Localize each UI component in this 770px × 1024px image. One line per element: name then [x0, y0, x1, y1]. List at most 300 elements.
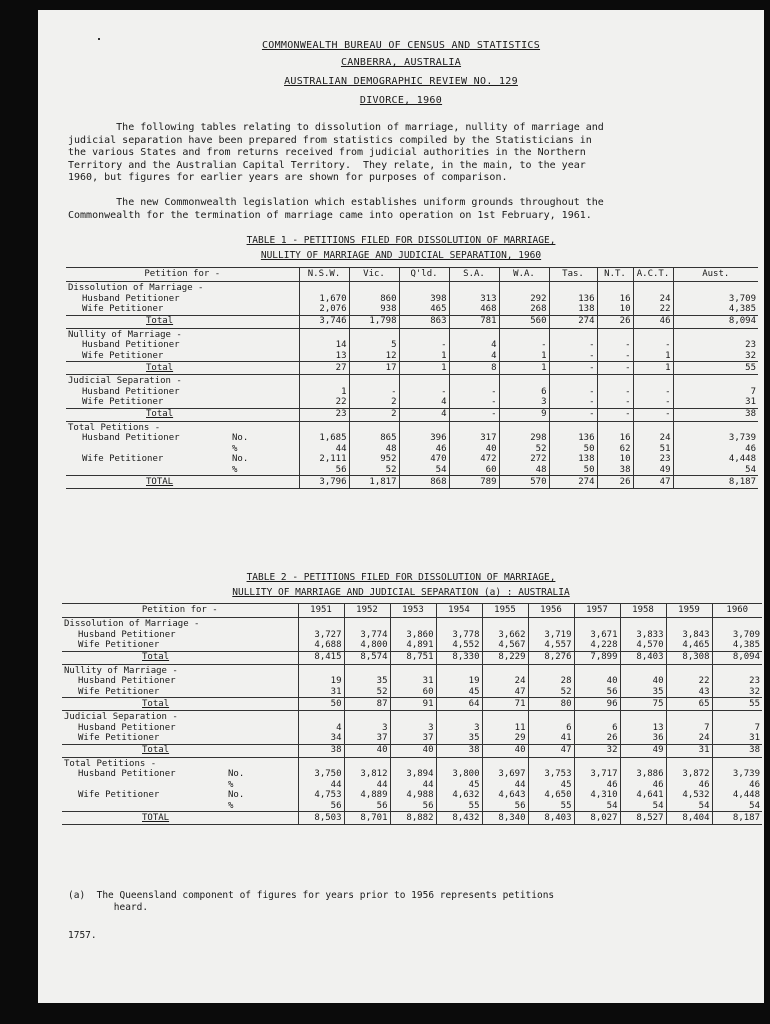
table-row: [66, 375, 758, 387]
table-cell: -: [549, 351, 597, 362]
table-cell: 8,229: [482, 651, 528, 664]
intro-paragraph-1: The following tables relating to dissolution of marriage, nullity of marriage and judicial separation have been prepared from statistics compiled by the Statisticians in the various States and from returns received from judicial authorities in the Northern Territory and the Australian Capital Territory. They relate, in the main, to the year 1960, but figures for earlier years are shown for purposes of comparison.: [68, 122, 604, 183]
table-cell: 55: [712, 698, 762, 711]
table-cell: 96: [574, 698, 620, 711]
row-label: [66, 282, 299, 294]
table-cell: 46: [712, 780, 762, 791]
table-cell: -: [549, 362, 597, 375]
table-cell: 3,739: [673, 433, 758, 444]
table-cell: 4,889: [344, 790, 390, 801]
table-cell: [482, 664, 528, 676]
row-label: [66, 375, 299, 387]
table-cell: [399, 328, 449, 340]
table-cell: [436, 664, 482, 676]
table-cell: 28: [528, 676, 574, 687]
table-cell: 4,800: [344, 640, 390, 651]
table-cell: [390, 711, 436, 723]
table-cell: 3,719: [528, 630, 574, 641]
row-label-text: Husband Petitioner: [78, 629, 176, 640]
table-cell: 47: [482, 687, 528, 698]
column-header: 1956: [528, 604, 574, 618]
table-cell: 8,503: [298, 812, 344, 825]
row-label: [66, 315, 299, 328]
table-cell: [499, 375, 549, 387]
table-cell: 52: [499, 444, 549, 455]
table-row: [62, 769, 762, 780]
table-cell: [549, 421, 597, 433]
table-cell: [344, 618, 390, 630]
table-cell: -: [597, 362, 633, 375]
table-cell: 16: [597, 294, 633, 305]
table-cell: [673, 375, 758, 387]
table-cell: 38: [673, 408, 758, 421]
table-cell: 52: [528, 687, 574, 698]
table-cell: 22: [666, 676, 712, 687]
table-cell: [528, 664, 574, 676]
table-cell: [349, 282, 399, 294]
table-row: [66, 444, 758, 455]
table-cell: 8,094: [712, 651, 762, 664]
table-cell: 1: [299, 387, 349, 398]
table-row: [62, 744, 762, 757]
table-cell: [299, 328, 349, 340]
table-cell: 272: [499, 454, 549, 465]
table-cell: 23: [673, 340, 758, 351]
table-cell: 8,404: [666, 812, 712, 825]
table1-caption-1: TABLE 1 - PETITIONS FILED FOR DISSOLUTION OF MARRIAGE,: [246, 235, 556, 246]
table-cell: [399, 282, 449, 294]
table-cell: 4,650: [528, 790, 574, 801]
row-label: [62, 723, 298, 734]
table-cell: 24: [633, 433, 673, 444]
column-header: Tas.: [549, 268, 597, 282]
row-label-text: Total: [142, 745, 170, 756]
row-label-text: Dissolution of Marriage -: [64, 619, 200, 629]
table-cell: 3,753: [528, 769, 574, 780]
table-cell: 8,027: [574, 812, 620, 825]
table-cell: 6: [528, 723, 574, 734]
table-cell: 75: [620, 698, 666, 711]
row-label: [66, 387, 299, 398]
table-cell: [528, 618, 574, 630]
row-label: [66, 304, 299, 315]
table-cell: 4: [399, 397, 449, 408]
table-cell: 56: [344, 801, 390, 812]
table-cell: [666, 664, 712, 676]
row-label: [66, 476, 299, 489]
table-row: [62, 651, 762, 664]
table-cell: 60: [390, 687, 436, 698]
table-cell: [673, 282, 758, 294]
table-cell: 4: [449, 351, 499, 362]
table-cell: 3,746: [299, 315, 349, 328]
table-cell: [574, 664, 620, 676]
table-row: [62, 618, 762, 630]
table2-caption-1: TABLE 2 - PETITIONS FILED FOR DISSOLUTION OF MARRIAGE,: [246, 572, 556, 583]
table-cell: 3: [344, 723, 390, 734]
table-cell: 3: [499, 397, 549, 408]
table-cell: [390, 618, 436, 630]
table-cell: 52: [349, 465, 399, 476]
table-cell: 7,899: [574, 651, 620, 664]
table-cell: [298, 618, 344, 630]
table-cell: 40: [449, 444, 499, 455]
row-label-text: Wife Petitioner: [82, 304, 164, 314]
row-label-text: Husband Petitioner: [82, 433, 180, 443]
table-cell: [298, 757, 344, 769]
row-label-text: Husband Petitioner: [82, 386, 180, 397]
row-label: [62, 664, 298, 676]
table-cell: 3,860: [390, 630, 436, 641]
row-unit-marker: No.: [228, 790, 245, 800]
row-label: [62, 640, 298, 651]
row-label: [62, 711, 298, 723]
table-cell: 35: [620, 687, 666, 698]
table-cell: [349, 328, 399, 340]
table-cell: [549, 375, 597, 387]
table-cell: 8,276: [528, 651, 574, 664]
row-label: [62, 790, 298, 801]
column-header: N.T.: [597, 268, 633, 282]
table-cell: 136: [549, 294, 597, 305]
table-cell: -: [449, 408, 499, 421]
table-cell: [436, 711, 482, 723]
table-cell: 31: [712, 733, 762, 744]
column-header: 1957: [574, 604, 620, 618]
table-cell: 4,385: [673, 304, 758, 315]
table-row: [62, 676, 762, 687]
table-cell: [499, 282, 549, 294]
row-label: [66, 433, 299, 444]
table-cell: 44: [344, 780, 390, 791]
table-cell: [344, 711, 390, 723]
table-cell: 781: [449, 315, 499, 328]
table-cell: 45: [528, 780, 574, 791]
table-cell: 3,750: [298, 769, 344, 780]
table-cell: 23: [299, 408, 349, 421]
table-cell: 3,697: [482, 769, 528, 780]
table-cell: [298, 711, 344, 723]
table-row: [66, 397, 758, 408]
table-cell: 952: [349, 454, 399, 465]
table-cell: [712, 757, 762, 769]
row-label-text: Judicial Separation -: [68, 376, 182, 386]
table-cell: 38: [298, 744, 344, 757]
table-cell: 4,228: [574, 640, 620, 651]
row-label: [62, 630, 298, 641]
table-cell: 13: [299, 351, 349, 362]
table-cell: [390, 664, 436, 676]
table-cell: [620, 618, 666, 630]
table-cell: 41: [528, 733, 574, 744]
table-cell: 24: [666, 733, 712, 744]
table-cell: [597, 282, 633, 294]
table-cell: 44: [298, 780, 344, 791]
header-bureau: COMMONWEALTH BUREAU OF CENSUS AND STATISTICS: [261, 40, 541, 51]
row-label-text: Wife Petitioner: [78, 686, 160, 697]
table-cell: [597, 328, 633, 340]
table-cell: -: [597, 351, 633, 362]
table-cell: 2: [349, 408, 399, 421]
table-cell: 3,872: [666, 769, 712, 780]
table-cell: -: [549, 408, 597, 421]
table-cell: [299, 282, 349, 294]
row-unit-marker: No.: [232, 454, 249, 464]
table-cell: 24: [633, 294, 673, 305]
table-cell: -: [633, 340, 673, 351]
table-cell: 292: [499, 294, 549, 305]
table-cell: [499, 421, 549, 433]
table-cell: 47: [633, 476, 673, 489]
table-cell: -: [597, 340, 633, 351]
table-cell: [528, 757, 574, 769]
row-label-text: Husband Petitioner: [82, 293, 180, 304]
table-cell: 8,094: [673, 315, 758, 328]
table-cell: 44: [482, 780, 528, 791]
table-cell: [482, 711, 528, 723]
table-row: [62, 640, 762, 651]
table-cell: -: [549, 397, 597, 408]
table-cell: [574, 711, 620, 723]
table-cell: 46: [666, 780, 712, 791]
table-cell: 60: [449, 465, 499, 476]
table-cell: 40: [482, 744, 528, 757]
row-unit-marker: %: [232, 443, 238, 454]
table-cell: 472: [449, 454, 499, 465]
table-cell: -: [633, 387, 673, 398]
table-cell: 3,843: [666, 630, 712, 641]
table-cell: 44: [390, 780, 436, 791]
header-title: DIVORCE, 1960: [359, 95, 443, 106]
row-label-text: Total: [142, 698, 170, 709]
table-row: [62, 757, 762, 769]
table-cell: 1: [633, 362, 673, 375]
table-row: [66, 408, 758, 421]
table-cell: 55: [673, 362, 758, 375]
table-cell: 8,527: [620, 812, 666, 825]
table-cell: 46: [633, 315, 673, 328]
table-row: [62, 801, 762, 812]
table-cell: 313: [449, 294, 499, 305]
table-cell: 23: [633, 454, 673, 465]
table-cell: 49: [620, 744, 666, 757]
table-cell: -: [597, 397, 633, 408]
row-label: [66, 465, 299, 476]
column-header: Q'ld.: [399, 268, 449, 282]
row-label-text: Husband Petitioner: [78, 722, 176, 733]
table-cell: 54: [673, 465, 758, 476]
table-cell: 1: [633, 351, 673, 362]
table-cell: [344, 757, 390, 769]
table-cell: 138: [549, 304, 597, 315]
row-label-text: TOTAL: [146, 476, 174, 487]
column-header: A.C.T.: [633, 268, 673, 282]
row-label-text: Total Petitions -: [68, 422, 161, 433]
row-label-text: Total: [142, 652, 170, 663]
table-cell: 8: [449, 362, 499, 375]
table-cell: 56: [574, 687, 620, 698]
table-cell: [349, 375, 399, 387]
header-location: CANBERRA, AUSTRALIA: [340, 57, 462, 68]
column-header: 1952: [344, 604, 390, 618]
row-label-text: Total: [146, 362, 174, 373]
table-cell: 7: [712, 723, 762, 734]
table-cell: 3,717: [574, 769, 620, 780]
table-cell: 8,415: [298, 651, 344, 664]
table-cell: 5: [349, 340, 399, 351]
table-cell: 29: [482, 733, 528, 744]
table-cell: [390, 757, 436, 769]
table-cell: 46: [574, 780, 620, 791]
table-cell: 56: [482, 801, 528, 812]
row-label-text: Wife Petitioner: [82, 350, 164, 361]
table-cell: 43: [666, 687, 712, 698]
column-header: 1959: [666, 604, 712, 618]
table-cell: 3,796: [299, 476, 349, 489]
row-label-text: Nullity of Marriage -: [64, 665, 178, 676]
table-cell: [299, 421, 349, 433]
table-cell: 24: [482, 676, 528, 687]
table-cell: 38: [597, 465, 633, 476]
table-cell: [633, 282, 673, 294]
table-cell: 40: [390, 744, 436, 757]
row-label-text: Judicial Separation -: [64, 712, 178, 722]
row-label: [66, 408, 299, 421]
table-cell: 4,532: [666, 790, 712, 801]
table-cell: 37: [390, 733, 436, 744]
table-cell: 136: [549, 433, 597, 444]
row-label: [62, 780, 298, 791]
row-label-text: Total: [146, 316, 174, 327]
table-cell: 1: [499, 351, 549, 362]
table-cell: 4,552: [436, 640, 482, 651]
column-header: Vic.: [349, 268, 399, 282]
table-cell: 8,187: [673, 476, 758, 489]
column-header-label: Petition for -: [62, 604, 298, 618]
table-cell: 32: [574, 744, 620, 757]
table-cell: 4,641: [620, 790, 666, 801]
table-cell: [449, 421, 499, 433]
row-label: [62, 769, 298, 780]
table-cell: 4,465: [666, 640, 712, 651]
table-cell: 17: [349, 362, 399, 375]
table-cell: 8,403: [620, 651, 666, 664]
table-cell: 8,308: [666, 651, 712, 664]
table-cell: 22: [633, 304, 673, 315]
table-cell: 470: [399, 454, 449, 465]
row-label-text: Wife Petitioner: [78, 640, 160, 650]
table-row: [62, 711, 762, 723]
table-cell: 4,567: [482, 640, 528, 651]
table-cell: -: [349, 387, 399, 398]
table-cell: 3,778: [436, 630, 482, 641]
row-label-text: Wife Petitioner: [78, 733, 160, 743]
table-cell: 37: [344, 733, 390, 744]
table-cell: 138: [549, 454, 597, 465]
column-header: W.A.: [499, 268, 549, 282]
table-cell: 938: [349, 304, 399, 315]
table-cell: [499, 328, 549, 340]
table-cell: 38: [436, 744, 482, 757]
table-cell: 4,643: [482, 790, 528, 801]
table-cell: 62: [597, 444, 633, 455]
table-cell: 4,385: [712, 640, 762, 651]
table-cell: 2,076: [299, 304, 349, 315]
table-cell: [436, 618, 482, 630]
table-cell: 4,891: [390, 640, 436, 651]
table-cell: 4,632: [436, 790, 482, 801]
table1-caption-2: NULLITY OF MARRIAGE AND JUDICIAL SEPARATION, 1960: [260, 250, 542, 261]
table-cell: 34: [298, 733, 344, 744]
table-cell: 40: [620, 676, 666, 687]
table-row: [66, 433, 758, 444]
table-cell: -: [549, 340, 597, 351]
table-row: [66, 340, 758, 351]
table-cell: 863: [399, 315, 449, 328]
table-cell: 44: [299, 444, 349, 455]
table-cell: 48: [499, 465, 549, 476]
table-cell: -: [449, 397, 499, 408]
table2-caption-2: NULLITY OF MARRIAGE AND JUDICIAL SEPARATION (a) : AUSTRALIA: [232, 587, 570, 598]
table-cell: 8,882: [390, 812, 436, 825]
table-row: [66, 282, 758, 294]
row-label: [62, 733, 298, 744]
table-cell: 54: [620, 801, 666, 812]
table-cell: 4,448: [673, 454, 758, 465]
row-label: [62, 744, 298, 757]
table1: [66, 267, 758, 489]
table-row: [66, 294, 758, 305]
row-label-text: Nullity of Marriage -: [68, 329, 182, 340]
row-label: [66, 397, 299, 408]
table-cell: -: [399, 387, 449, 398]
table-cell: -: [633, 408, 673, 421]
column-header: S.A.: [449, 268, 499, 282]
table-cell: 865: [349, 433, 399, 444]
row-label: [66, 362, 299, 375]
table-cell: 3,812: [344, 769, 390, 780]
table-cell: -: [549, 387, 597, 398]
table-cell: 91: [390, 698, 436, 711]
header-review: AUSTRALIAN DEMOGRAPHIC REVIEW NO. 129: [284, 76, 518, 87]
table-cell: 26: [574, 733, 620, 744]
table-cell: 51: [633, 444, 673, 455]
row-label-text: Husband Petitioner: [78, 769, 176, 779]
table-cell: 4,688: [298, 640, 344, 651]
table-cell: 9: [499, 408, 549, 421]
column-header-label: Petition for -: [66, 268, 299, 282]
table-cell: 38: [712, 744, 762, 757]
table-cell: 3,774: [344, 630, 390, 641]
table-cell: [633, 375, 673, 387]
table-cell: 19: [436, 676, 482, 687]
row-label-text: Total: [146, 409, 174, 420]
table-cell: 3,727: [298, 630, 344, 641]
page-number: 1757.: [68, 930, 97, 941]
table-cell: 2,111: [299, 454, 349, 465]
table-cell: 40: [344, 744, 390, 757]
table-row: [62, 687, 762, 698]
table-cell: 32: [712, 687, 762, 698]
column-header: 1953: [390, 604, 436, 618]
row-unit-marker: No.: [228, 769, 245, 779]
table-cell: 7: [673, 387, 758, 398]
table-cell: 465: [399, 304, 449, 315]
table-cell: 50: [298, 698, 344, 711]
table-cell: 7: [666, 723, 712, 734]
row-label: [62, 618, 298, 630]
table-row: [62, 812, 762, 825]
